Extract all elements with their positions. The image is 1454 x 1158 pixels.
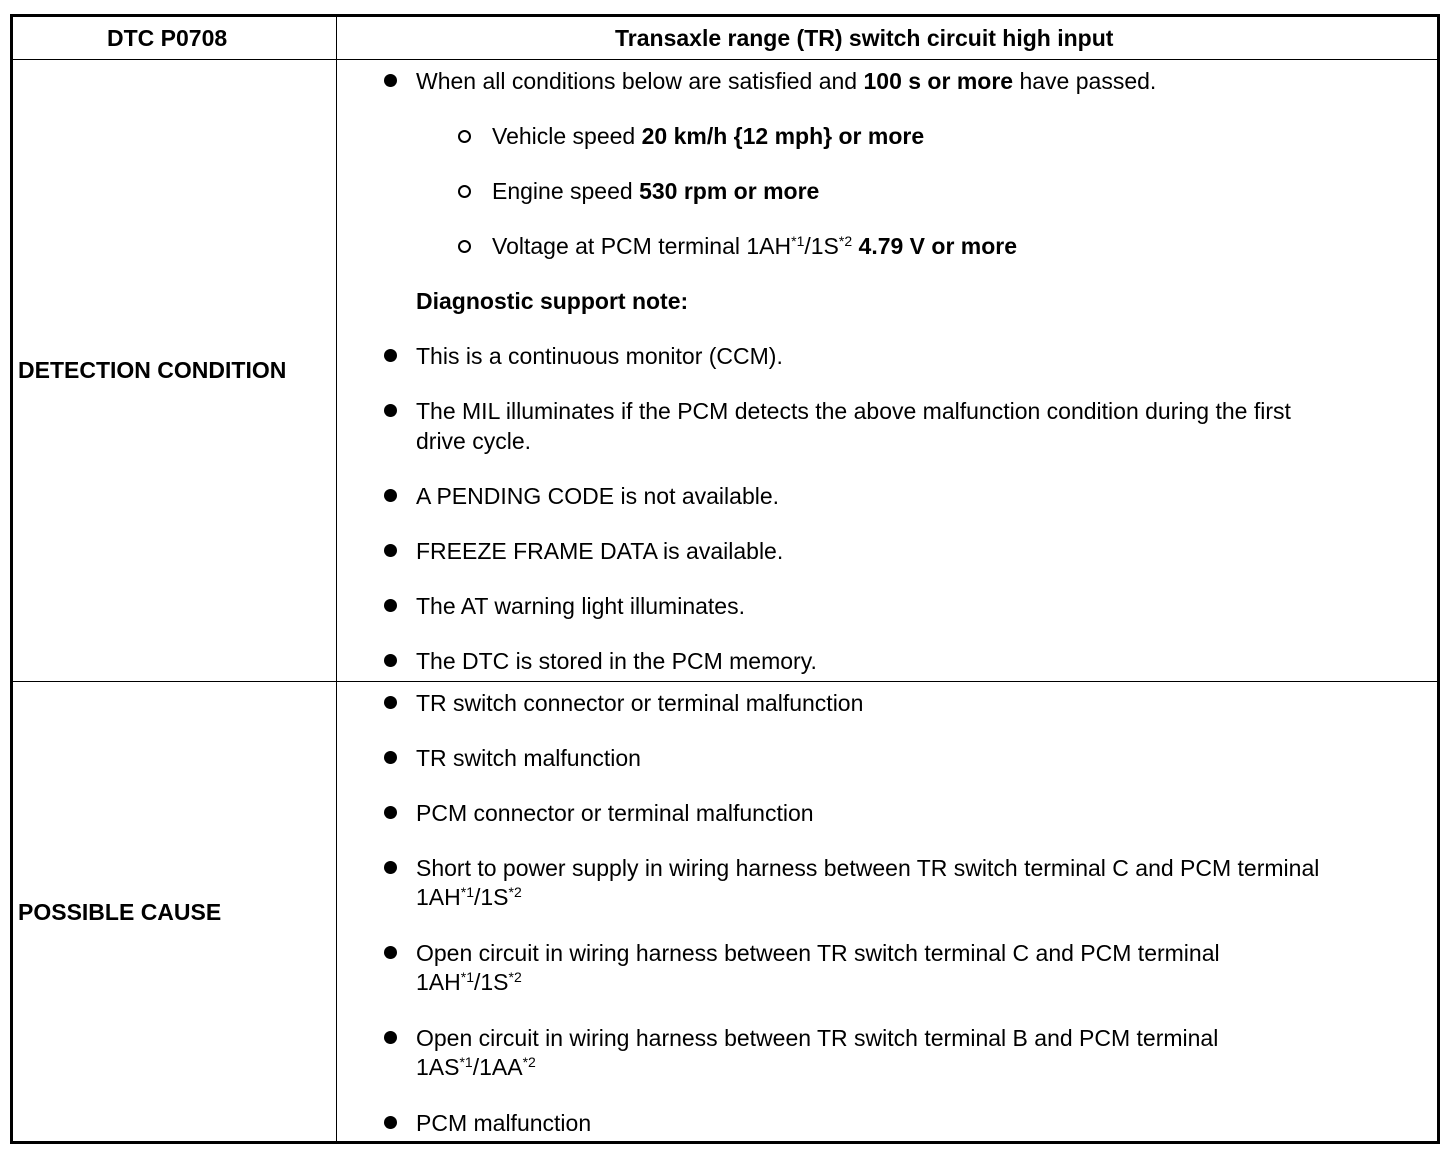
bullet-icon <box>384 696 397 709</box>
note-item-continued: drive cycle. <box>416 428 532 454</box>
bullet-icon <box>384 751 397 764</box>
dtc-title: Transaxle range (TR) switch circuit high input <box>615 25 1114 51</box>
column-divider <box>336 17 337 1141</box>
cause-item: TR switch malfunction <box>416 745 641 771</box>
bullet-icon <box>384 74 397 87</box>
cause-item: PCM connector or terminal malfunction <box>416 800 814 826</box>
circle-bullet-icon <box>458 185 471 198</box>
sub-condition-voltage: Voltage at PCM terminal $1AH^{*1}/1S^{*2}$ 4.79 V or more <box>492 233 1018 259</box>
detection-condition-label: DETECTION CONDITION <box>18 357 287 383</box>
possible-cause-label: POSSIBLE CAUSE <box>18 899 222 925</box>
note-item: The AT warning light illuminates. <box>416 593 745 619</box>
cause-item: Short to power supply in wiring harness between TR switch terminal C and PCM terminal <box>416 855 1320 881</box>
cause-item-terminal: $1AH^{*1}/1S^{*2}$ <box>416 884 522 910</box>
detection-main-condition: When all conditions below are satisfied and 100 s or more have passed. <box>416 68 1157 94</box>
bullet-icon <box>384 404 397 417</box>
bullet-icon <box>384 654 397 667</box>
bullet-icon <box>384 861 397 874</box>
row-divider <box>13 681 1437 682</box>
cause-item-terminal: 1AS$^{*1}$/1AA$^{*2}$ <box>416 1054 536 1080</box>
header-divider <box>13 59 1437 60</box>
bullet-icon <box>384 1116 397 1129</box>
note-item: A PENDING CODE is not available. <box>416 483 780 509</box>
bullet-icon <box>384 349 397 362</box>
bullet-icon <box>384 946 397 959</box>
cause-item: Open circuit in wiring harness between TR switch terminal C and PCM terminal <box>416 940 1220 966</box>
cause-item: PCM malfunction <box>416 1110 592 1136</box>
sub-condition-engine-speed: Engine speed 530 rpm or more <box>492 178 820 204</box>
note-item: This is a continuous monitor (CCM). <box>416 343 783 369</box>
bullet-icon <box>384 806 397 819</box>
bullet-icon <box>384 1031 397 1044</box>
dtc-code: DTC P0708 <box>107 25 228 51</box>
note-item: The DTC is stored in the PCM memory. <box>416 648 817 674</box>
note-item: The MIL illuminates if the PCM detects the above malfunction condition during the first <box>416 398 1291 424</box>
circle-bullet-icon <box>458 130 471 143</box>
note-item: FREEZE FRAME DATA is available. <box>416 538 784 564</box>
sub-condition-vehicle-speed: Vehicle speed 20 km/h {12 mph} or more <box>492 123 925 149</box>
cause-item-terminal: $1AH^{*1}/1S^{*2}$ <box>416 969 522 995</box>
bullet-icon <box>384 544 397 557</box>
cause-item: Open circuit in wiring harness between TR switch terminal B and PCM terminal <box>416 1025 1219 1051</box>
cause-item: TR switch connector or terminal malfunction <box>416 690 864 716</box>
circle-bullet-icon <box>458 240 471 253</box>
diagnostic-note-heading: Diagnostic support note: <box>416 288 689 314</box>
bullet-icon <box>384 599 397 612</box>
bullet-icon <box>384 489 397 502</box>
